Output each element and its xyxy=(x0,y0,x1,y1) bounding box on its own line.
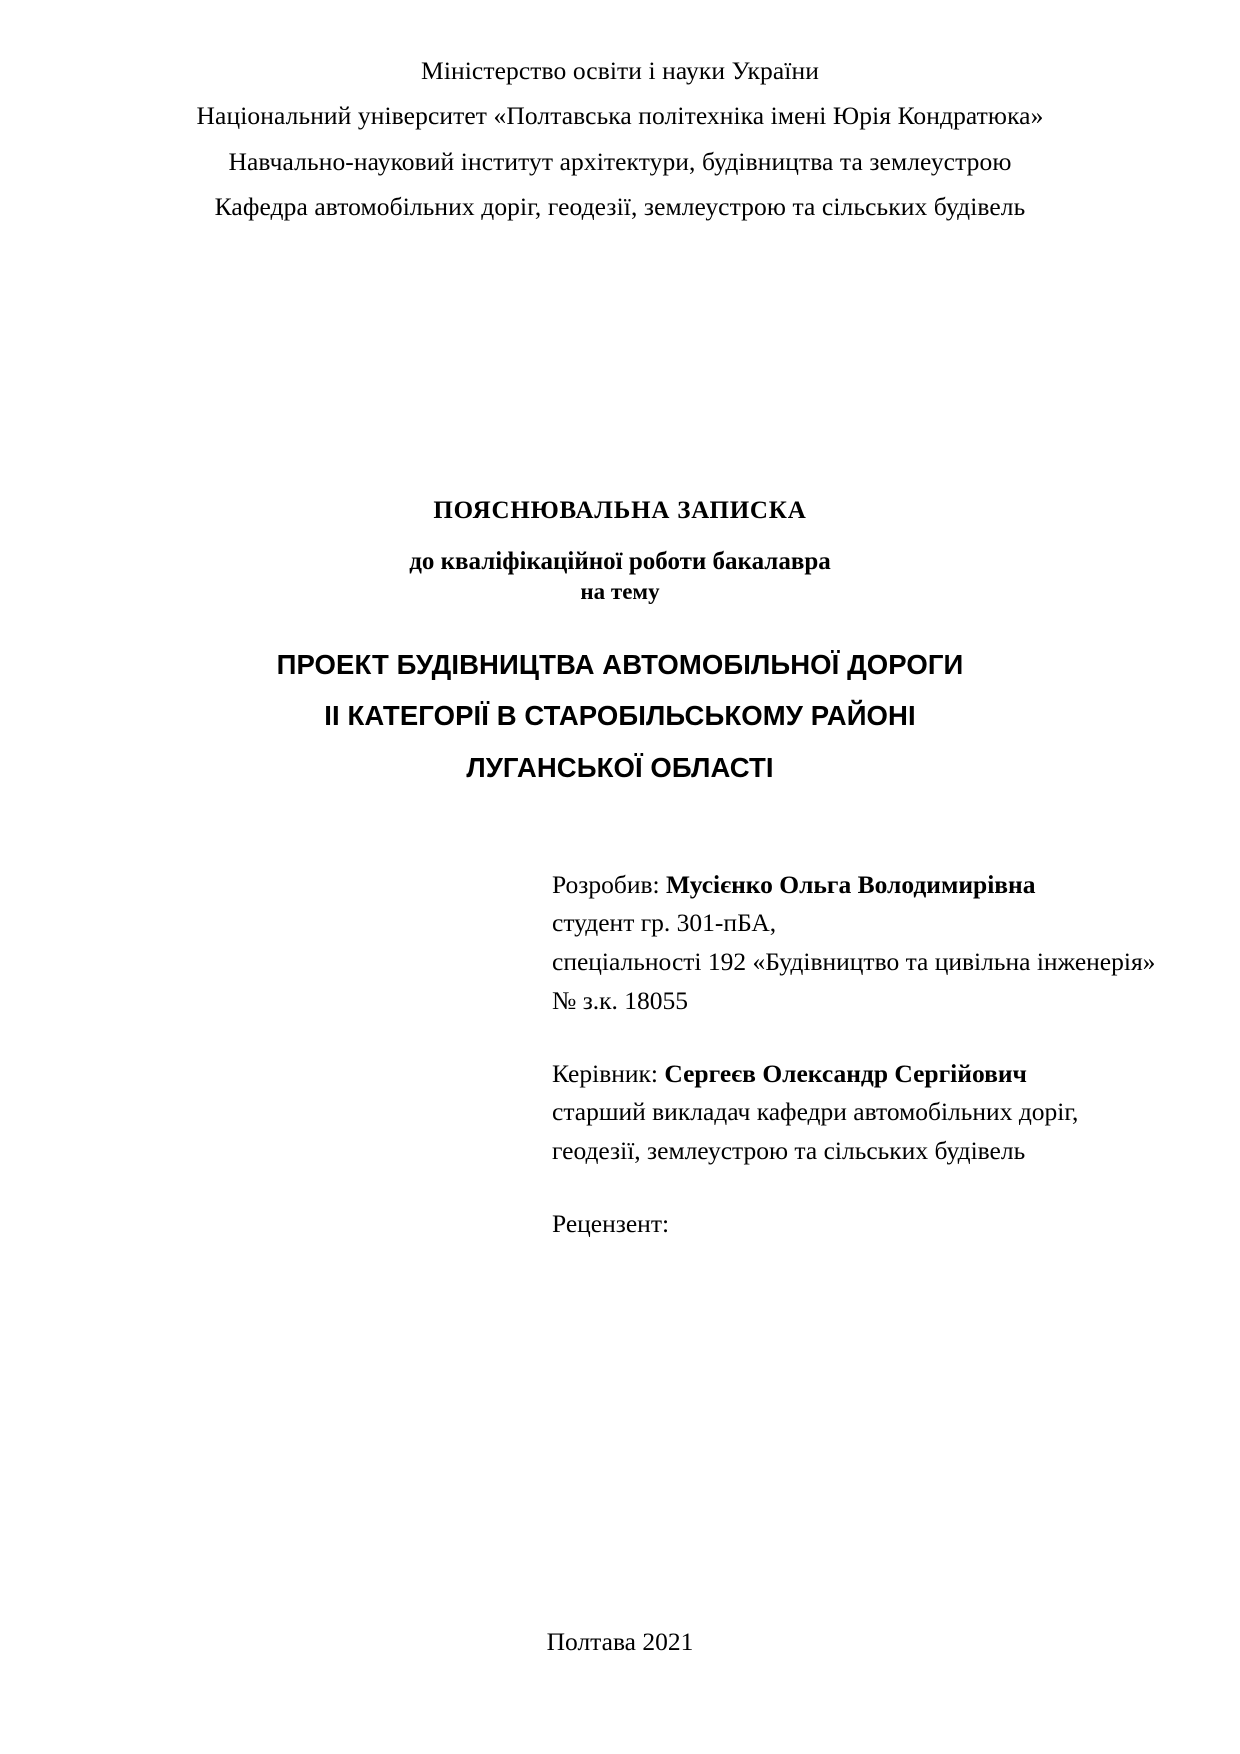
author-name: Мусієнко Ольга Володимирівна xyxy=(666,869,1036,899)
work-title-line-1: ПРОЕКТ БУДІВНИЦТВА АВТОМОБІЛЬНОЇ ДОРОГИ xyxy=(276,648,964,680)
document-topic-label: на тему xyxy=(580,578,660,604)
work-title-line-2: II КАТЕГОРІЇ В СТАРОБІЛЬСЬКОМУ РАЙОНІ xyxy=(324,700,916,732)
author-detail-specialty: спеціальності 192 «Будівництво та цивільна інженерія» xyxy=(552,947,1156,977)
place-year: Полтава 2021 xyxy=(546,1627,694,1657)
institute-line: Навчально-науковий інститут архітектури, будівництва та землеустрою xyxy=(228,146,1012,176)
supervisor-group xyxy=(552,1055,1122,1171)
footer xyxy=(0,1627,1240,1658)
ministry-line: Міністерство освіти і науки України xyxy=(421,56,819,85)
supervisor-detail-department: геодезії, землеустрою та сільських будівель xyxy=(552,1136,1026,1166)
work-title-line-3: ЛУГАНСЬКОЇ ОБЛАСТІ xyxy=(466,751,774,783)
author-detail-record-book: № з.к. 18055 xyxy=(552,985,689,1015)
credits-block xyxy=(118,866,1156,1244)
author-row xyxy=(552,866,1122,905)
department-line: Кафедра автомобільних доріг, геодезії, землеустрою та сільських будівель xyxy=(214,192,1026,222)
supervisor-name: Сергеєв Олександр Сергійович xyxy=(664,1058,1027,1088)
supervisor-label: Керівник: xyxy=(552,1058,658,1088)
author-group xyxy=(552,866,1156,1021)
reviewer-label: Рецензент: xyxy=(552,1208,670,1238)
university-line: Національний університет «Полтавська політехніка імені Юрія Кондратюка» xyxy=(196,101,1044,131)
reviewer-group xyxy=(552,1205,1122,1244)
author-detail-group: студент гр. 301-пБА, xyxy=(552,908,777,938)
supervisor-detail-position: старший викладач кафедри автомобільних доріг, xyxy=(552,1097,1079,1127)
document-type-block xyxy=(118,498,1122,603)
work-title xyxy=(118,639,1122,794)
author-label: Розробив: xyxy=(552,869,660,899)
document-type-title: ПОЯСНЮВАЛЬНА ЗАПИСКА xyxy=(433,496,807,524)
document-type-subtitle: до кваліфікаційної роботи бакалавра xyxy=(409,547,831,575)
institution-header xyxy=(118,48,1122,230)
header-spacer xyxy=(118,230,1122,498)
supervisor-row xyxy=(552,1055,1122,1094)
